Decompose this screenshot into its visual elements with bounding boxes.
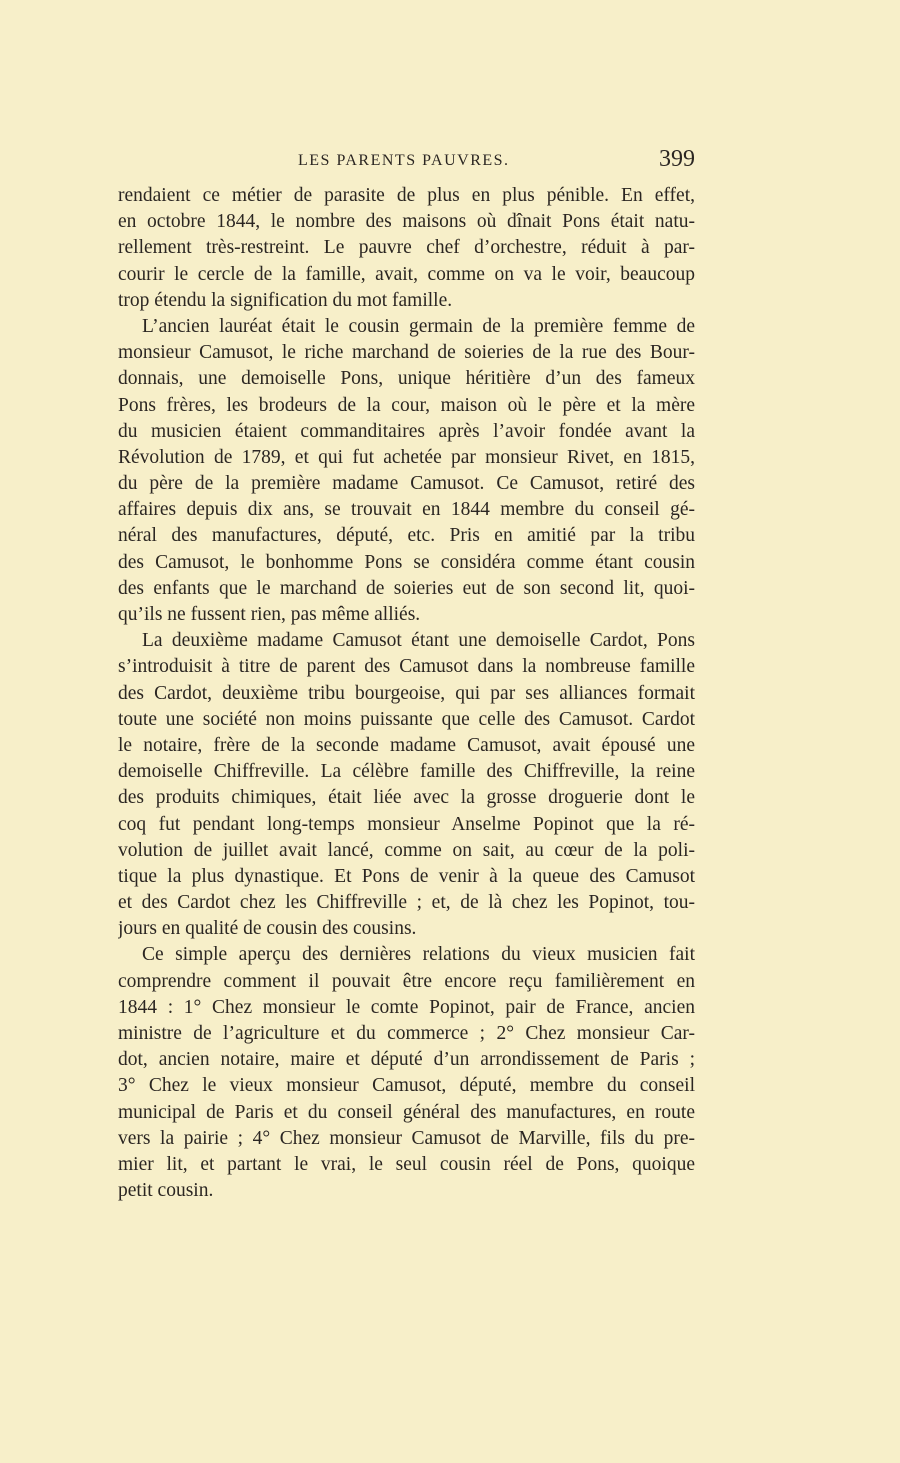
text-line: du père de la première madame Camusot. Ce Camusot, retiré des bbox=[118, 473, 695, 495]
text-line: 1844 : 1° Chez monsieur le comte Popinot, pair de France, ancien bbox=[118, 996, 695, 1018]
paragraph bbox=[118, 942, 695, 1204]
body-text bbox=[118, 183, 695, 1204]
text-line: comprendre comment il pouvait être encore reçu familièrement en bbox=[118, 970, 695, 992]
text-line: des Cardot, deuxième tribu bourgeoise, qui par ses alliances formait bbox=[118, 682, 695, 704]
text-line: coq fut pendant long-temps monsieur Anselme Popinot que la ré- bbox=[118, 813, 695, 835]
paragraph bbox=[118, 314, 695, 628]
text-line: affaires depuis dix ans, se trouvait en 1844 membre du conseil gé- bbox=[118, 499, 695, 521]
text-line: toute une société non moins puissante que celle des Camusot. Cardot bbox=[118, 708, 695, 730]
text-line: La deuxième madame Camusot étant une demoiselle Cardot, Pons bbox=[142, 630, 695, 652]
text-line: volution de juillet avait lancé, comme on sait, au cœur de la poli- bbox=[118, 839, 695, 861]
text-line: des produits chimiques, était liée avec la grosse droguerie dont le bbox=[118, 787, 695, 809]
text-line: le notaire, frère de la seconde madame Camusot, avait épousé une bbox=[118, 734, 695, 756]
text-line: des enfants que le marchand de soieries eut de son second lit, quoi- bbox=[118, 577, 695, 599]
text-line: courir le cercle de la famille, avait, comme on va le voir, beaucoup bbox=[118, 263, 695, 285]
text-line: s’introduisit à titre de parent des Camusot dans la nombreuse famille bbox=[118, 656, 695, 678]
text-line: Révolution de 1789, et qui fut achetée par monsieur Rivet, en 1815, bbox=[118, 446, 695, 468]
running-title: LES PARENTS PAUVRES. bbox=[298, 152, 510, 169]
text-line: rendaient ce métier de parasite de plus en plus pénible. En effet, bbox=[118, 185, 695, 206]
text-line: demoiselle Chiffreville. La célèbre famille des Chiffreville, la reine bbox=[118, 761, 695, 783]
text-line: des Camusot, le bonhomme Pons se considéra comme étant cousin bbox=[118, 551, 695, 573]
text-line: du musicien étaient commanditaires après l’avoir fondée avant la bbox=[118, 420, 695, 442]
text-line: vers la pairie ; 4° Chez monsieur Camusot de Marville, fils du pre- bbox=[118, 1127, 695, 1149]
text-line: qu’ils ne fussent rien, pas même alliés. bbox=[118, 604, 421, 625]
text-line: Ce simple aperçu des dernières relations du vieux musicien fait bbox=[142, 944, 695, 966]
text-line: tique la plus dynastique. Et Pons de venir à la queue des Camusot bbox=[118, 865, 695, 887]
text-line: municipal de Paris et du conseil général des manufactures, en route bbox=[118, 1101, 695, 1123]
page-header bbox=[118, 146, 695, 176]
text-line: trop étendu la signification du mot famille. bbox=[118, 289, 453, 311]
text-line: 3° Chez le vieux monsieur Camusot, député, membre du conseil bbox=[118, 1075, 695, 1097]
text-line: donnais, une demoiselle Pons, unique héritière d’un des fameux bbox=[118, 368, 695, 390]
text-line: dot, ancien notaire, maire et député d’un arrondissement de Paris ; bbox=[118, 1049, 695, 1071]
text-line: mier lit, et partant le vrai, le seul cousin réel de Pons, quoique bbox=[118, 1153, 695, 1175]
text-line: rellement très-restreint. Le pauvre chef d’orchestre, réduit à par- bbox=[118, 237, 695, 259]
text-line: en octobre 1844, le nombre des maisons où dînait Pons était natu- bbox=[118, 211, 695, 233]
text-line: monsieur Camusot, le riche marchand de soieries de la rue des Bour- bbox=[118, 342, 695, 364]
paragraph bbox=[118, 183, 695, 314]
text-line: ministre de l’agriculture et du commerce ; 2° Chez monsieur Car- bbox=[118, 1023, 695, 1044]
page-number: 399 bbox=[659, 146, 695, 172]
text-line: jours en qualité de cousin des cousins. bbox=[118, 918, 417, 940]
text-line: néral des manufactures, député, etc. Pris en amitié par la tribu bbox=[118, 525, 695, 547]
text-line: L’ancien lauréat était le cousin germain de la première femme de bbox=[142, 315, 695, 337]
text-line: petit cousin. bbox=[118, 1180, 214, 1202]
text-line: Pons frères, les brodeurs de la cour, maison où le père et la mère bbox=[118, 394, 695, 416]
text-line: et des Cardot chez les Chiffreville ; et, de là chez les Popinot, tou- bbox=[118, 892, 695, 914]
paragraph bbox=[118, 628, 695, 942]
